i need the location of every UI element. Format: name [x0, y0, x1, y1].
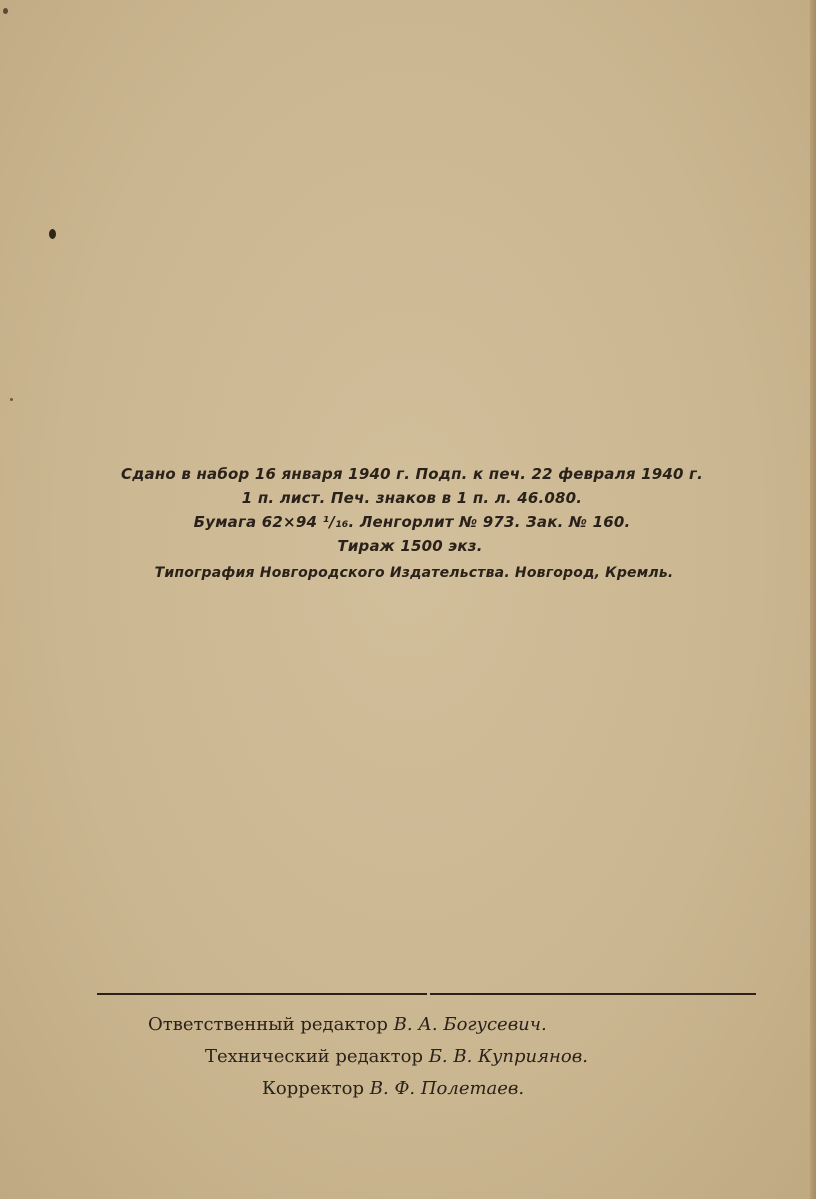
page-edge [810, 0, 816, 1199]
proofreader-name: В. Ф. Полетаев. [369, 1078, 525, 1099]
responsible-editor-name: В. А. Богусевич. [393, 1014, 547, 1035]
imprint-dates: Сдано в набор 16 января 1940 г. Подп. к печ. 22 февраля 1940 г. [121, 465, 703, 483]
printing-imprint [0, 462, 816, 585]
divider-rule [97, 993, 427, 995]
imprint-sheets: 1 п. лист. Печ. знаков в 1 п. л. 46.080. [241, 489, 583, 507]
technical-editor-name: Б. В. Куприянов. [428, 1046, 588, 1067]
proofreader-role: Корректор [262, 1078, 365, 1099]
responsible-editor-credit [148, 1014, 547, 1035]
divider-rule [430, 993, 756, 995]
imprint-printing-house: Типография Новгородского Издательства. Новгород, Кремль. [154, 565, 674, 581]
imprint-print-run: Тираж 1500 экз. [337, 537, 483, 555]
technical-editor-role: Технический редактор [205, 1046, 423, 1067]
imprint-paper: Бумага 62×94 ¹/₁₆. Ленгорлит № 973. Зак. № 160. [193, 513, 631, 531]
responsible-editor-role: Ответственный редактор [148, 1014, 388, 1035]
technical-editor-credit [205, 1046, 588, 1067]
ink-spot [10, 398, 13, 401]
ink-spot [3, 8, 8, 14]
ink-spot [49, 229, 56, 239]
proofreader-credit [262, 1078, 524, 1099]
